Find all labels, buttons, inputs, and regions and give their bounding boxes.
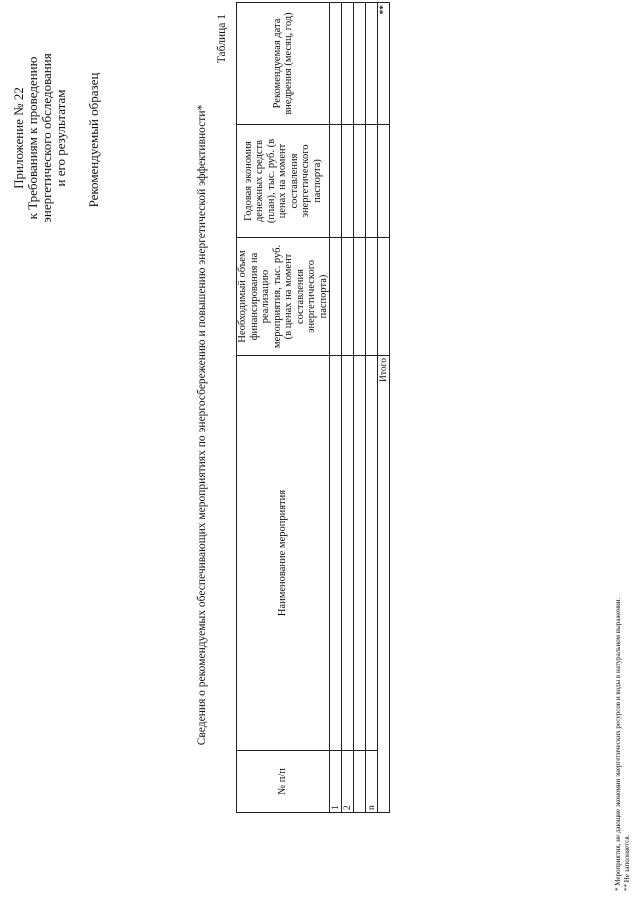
footnote-2: ** Не заполняется. bbox=[623, 834, 631, 891]
table-number-label: Таблица 1 bbox=[216, 14, 228, 64]
row-savings bbox=[366, 125, 378, 238]
table-caption: Сведения о рекомендуемых обеспечивающих мероприятиях по энергосбережению и повышению энергетической эффективности* bbox=[196, 104, 208, 746]
row-number bbox=[354, 751, 366, 813]
appendix-line-3: энергетического обследования bbox=[39, 53, 54, 223]
row-funding bbox=[354, 238, 366, 356]
row-date bbox=[354, 3, 366, 125]
measures-table bbox=[236, 2, 390, 813]
header-implementation-date: Рекомендуемая дата внедрения (месяц, год) bbox=[237, 3, 330, 125]
total-funding bbox=[378, 238, 390, 356]
appendix-number: Приложение № 22 bbox=[11, 87, 26, 189]
row-measure-name bbox=[330, 356, 342, 751]
total-date: ** bbox=[378, 3, 390, 125]
row-savings bbox=[354, 125, 366, 238]
row-funding bbox=[330, 238, 342, 356]
header-number: № п/п bbox=[237, 751, 330, 813]
table-row bbox=[366, 3, 378, 813]
row-savings bbox=[330, 125, 342, 238]
total-label: Итого bbox=[378, 356, 390, 813]
row-funding bbox=[342, 238, 354, 356]
table-row bbox=[342, 3, 354, 813]
sample-label: Рекомендуемый образец bbox=[86, 72, 101, 208]
table-row bbox=[330, 3, 342, 813]
row-savings bbox=[342, 125, 354, 238]
appendix-header bbox=[12, 28, 68, 248]
row-date bbox=[342, 3, 354, 125]
row-measure-name bbox=[342, 356, 354, 751]
header-measure-name: Наименование мероприятия bbox=[237, 356, 330, 751]
row-number: n bbox=[366, 751, 378, 813]
row-measure-name bbox=[366, 356, 378, 751]
header-funding: Необходимый объем финансирования на реализацию мероприятия, тыс. руб. (в ценах на момент составления энергетического паспорта) bbox=[237, 238, 330, 356]
appendix-line-4: и его результатам bbox=[53, 89, 68, 187]
table-row bbox=[354, 3, 366, 813]
row-funding bbox=[366, 238, 378, 356]
row-number: 1 bbox=[330, 751, 342, 813]
row-measure-name bbox=[354, 356, 366, 751]
header-annual-savings: Годовая экономия денежных средств (план), тыс. руб. (в ценах на момент составления энергетического паспорта) bbox=[237, 125, 330, 238]
table-header-row bbox=[237, 3, 330, 813]
table-total-row bbox=[378, 3, 390, 813]
total-savings bbox=[378, 125, 390, 238]
row-number: 2 bbox=[342, 751, 354, 813]
row-date bbox=[330, 3, 342, 125]
appendix-line-2: к Требованиям к проведению bbox=[25, 56, 40, 220]
footnote-1: * Мероприятия, не дающие экономии энергетических ресурсов и воды в натуральном выражении. bbox=[614, 597, 622, 891]
row-date bbox=[366, 3, 378, 125]
